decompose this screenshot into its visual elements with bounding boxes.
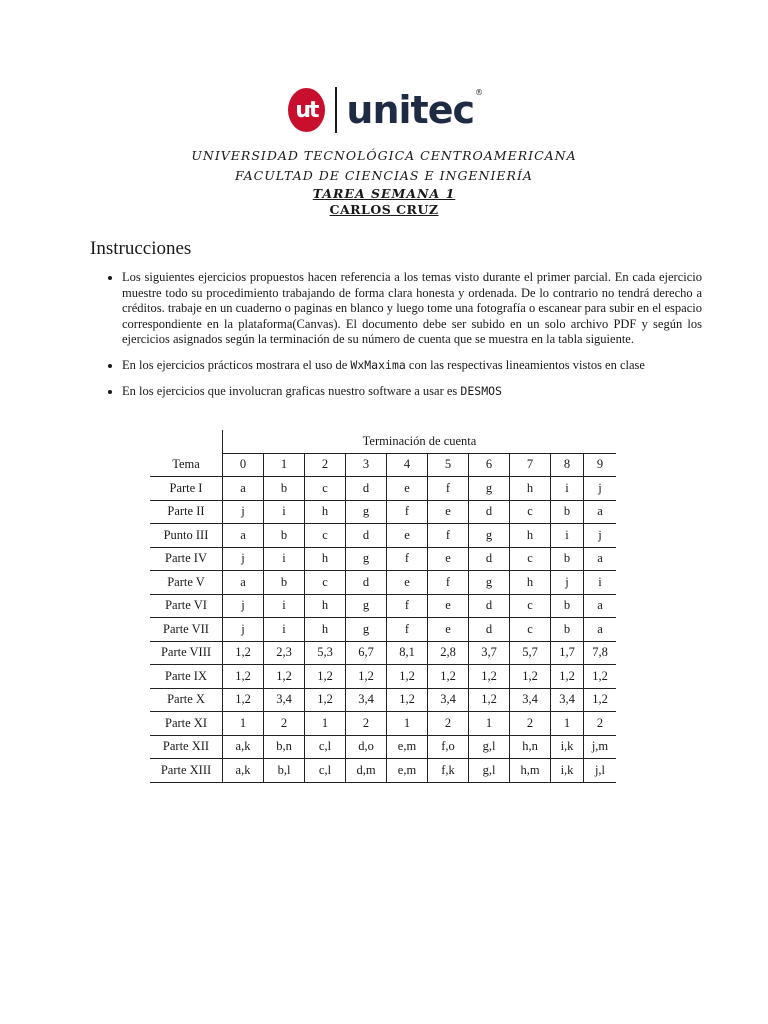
instruction-text: En los ejercicios prácticos mostrara el uso de bbox=[122, 357, 351, 372]
table-cell: b,n bbox=[264, 735, 305, 759]
table-cell: 1,2 bbox=[305, 665, 346, 689]
table-cell: 2 bbox=[428, 712, 469, 736]
table-cell: b bbox=[264, 524, 305, 548]
table-cell: b bbox=[551, 547, 584, 571]
table-cell: g bbox=[469, 477, 510, 501]
table-cell: 1,2 bbox=[305, 688, 346, 712]
table-cell: a bbox=[584, 547, 617, 571]
table-digit-header: 9 bbox=[584, 453, 617, 477]
table-cell: c,l bbox=[305, 759, 346, 783]
table-cell: 1 bbox=[223, 712, 264, 736]
assignment-table bbox=[150, 430, 616, 783]
table-cell: e,m bbox=[387, 759, 428, 783]
table-cell: h bbox=[305, 547, 346, 571]
table-row bbox=[150, 547, 616, 571]
unitec-logo bbox=[288, 84, 483, 136]
software-name: WxMaxima bbox=[350, 357, 406, 372]
table-cell: i,k bbox=[551, 735, 584, 759]
table-cell: f bbox=[387, 547, 428, 571]
table-cell: e bbox=[387, 477, 428, 501]
table-cell: f bbox=[387, 594, 428, 618]
table-cell: h,m bbox=[510, 759, 551, 783]
instruction-text: Los siguientes ejercicios propuestos hacen referencia a los temas visto durante el primer parcial. En cada ejercicio muestre todo su procedimiento trabajando de forma clara honesta y ordenada. De lo contrario no tendrá derecho a créditos. trabaje en un cuaderno o paginas en blanco y luego tome una fotografía o escanear para subir en el espacio correspondiente en la plataforma(Canvas). El documento debe ser subido en un solo archivo PDF y según los ejercicios asignados según la terminación de su número de cuenta que se muestra en la tabla siguiente. bbox=[122, 270, 702, 347]
table-cell: 1,2 bbox=[469, 688, 510, 712]
table-row-label: Parte VIII bbox=[150, 641, 223, 665]
author-name: CARLOS CRUZ bbox=[329, 202, 439, 217]
table-cell: j bbox=[551, 571, 584, 595]
table-cell: g bbox=[346, 547, 387, 571]
table-cell: g,l bbox=[469, 735, 510, 759]
table-cell: f bbox=[387, 500, 428, 524]
table-row-label: Parte VII bbox=[150, 618, 223, 642]
table-row bbox=[150, 571, 616, 595]
table-cell: h bbox=[510, 524, 551, 548]
table-cell: e bbox=[428, 594, 469, 618]
faculty-name: FACULTAD DE CIENCIAS E INGENIERÍA bbox=[235, 168, 533, 183]
table-cell: c,l bbox=[305, 735, 346, 759]
table-cell: a,k bbox=[223, 759, 264, 783]
table-cell: d bbox=[346, 524, 387, 548]
table-cell: 1,2 bbox=[264, 665, 305, 689]
table-row bbox=[150, 500, 616, 524]
table-cell: i bbox=[264, 594, 305, 618]
table-cell: c bbox=[305, 524, 346, 548]
table-cell: c bbox=[510, 618, 551, 642]
table-cell: a bbox=[223, 571, 264, 595]
table-cell: e,m bbox=[387, 735, 428, 759]
table-row-label: Parte XIII bbox=[150, 759, 223, 783]
table-row-label: Parte IX bbox=[150, 665, 223, 689]
table-cell: e bbox=[428, 618, 469, 642]
table-cell: h bbox=[510, 477, 551, 501]
assignment-title: TAREA SEMANA 1 bbox=[312, 186, 456, 201]
table-cell: i bbox=[264, 618, 305, 642]
table-cell: h bbox=[510, 571, 551, 595]
university-name: UNIVERSIDAD TECNOLÓGICA CENTROAMERICANA bbox=[191, 148, 577, 163]
table-cell: j bbox=[584, 477, 617, 501]
table-row bbox=[150, 735, 616, 759]
table-cell: i,k bbox=[551, 759, 584, 783]
table-cell: f bbox=[428, 571, 469, 595]
table-cell: 2 bbox=[264, 712, 305, 736]
table-cell: 3,4 bbox=[428, 688, 469, 712]
table-row bbox=[150, 688, 616, 712]
table-cell: 1,2 bbox=[510, 665, 551, 689]
table-cell: 1,7 bbox=[551, 641, 584, 665]
table-cell: g bbox=[346, 594, 387, 618]
table-row bbox=[150, 594, 616, 618]
table-cell: a,k bbox=[223, 735, 264, 759]
table-row-label: Punto III bbox=[150, 524, 223, 548]
table-cell: f,k bbox=[428, 759, 469, 783]
table-cell: e bbox=[387, 571, 428, 595]
table-digit-header: 0 bbox=[223, 453, 264, 477]
table-cell: 3,7 bbox=[469, 641, 510, 665]
table-group-header: Terminación de cuenta bbox=[223, 430, 617, 453]
table-digit-header: 4 bbox=[387, 453, 428, 477]
table-cell: 1,2 bbox=[223, 641, 264, 665]
table-cell: d bbox=[469, 594, 510, 618]
table-cell: d,o bbox=[346, 735, 387, 759]
logo-wordmark: unitec bbox=[346, 88, 474, 132]
table-cell: 1,2 bbox=[551, 665, 584, 689]
table-row-label: Parte X bbox=[150, 688, 223, 712]
table-cell: d bbox=[469, 618, 510, 642]
table-cell: 3,4 bbox=[510, 688, 551, 712]
table-cell: c bbox=[510, 500, 551, 524]
table-digit-header: 5 bbox=[428, 453, 469, 477]
table-cell: a bbox=[223, 524, 264, 548]
table-cell: g bbox=[469, 524, 510, 548]
table-cell: j bbox=[223, 500, 264, 524]
table-cell: j bbox=[223, 547, 264, 571]
table-row-label: Parte VI bbox=[150, 594, 223, 618]
table-cell: g bbox=[346, 500, 387, 524]
table-cell: 7,8 bbox=[584, 641, 617, 665]
table-cell: f,o bbox=[428, 735, 469, 759]
table-cell: i bbox=[264, 500, 305, 524]
table-cell: j,m bbox=[584, 735, 617, 759]
table-cell: h,n bbox=[510, 735, 551, 759]
table-cell: a bbox=[584, 618, 617, 642]
table-cell: e bbox=[428, 500, 469, 524]
table-row bbox=[150, 712, 616, 736]
table-cell: b bbox=[264, 477, 305, 501]
table-row-label: Parte XII bbox=[150, 735, 223, 759]
logo-registered-mark: ® bbox=[475, 88, 483, 97]
table-cell: j bbox=[223, 618, 264, 642]
table-cell: c bbox=[510, 594, 551, 618]
table-cell: 1,2 bbox=[584, 688, 617, 712]
table-cell: a bbox=[223, 477, 264, 501]
table-cell: d bbox=[469, 500, 510, 524]
table-cell: g bbox=[469, 571, 510, 595]
table-cell: 1 bbox=[387, 712, 428, 736]
table-row-label: Parte IV bbox=[150, 547, 223, 571]
table-digit-header: 3 bbox=[346, 453, 387, 477]
table-cell: j,l bbox=[584, 759, 617, 783]
table-digit-header: 1 bbox=[264, 453, 305, 477]
instruction-item bbox=[122, 384, 702, 400]
table-cell: a bbox=[584, 500, 617, 524]
table-cell: 1,2 bbox=[223, 688, 264, 712]
table-cell: b bbox=[551, 500, 584, 524]
table-cell: 1,2 bbox=[223, 665, 264, 689]
instruction-text: En los ejercicios que involucran graficas nuestro software a usar es bbox=[122, 383, 461, 398]
software-name: DESMOS bbox=[460, 383, 502, 398]
table-cell: h bbox=[305, 594, 346, 618]
table-row bbox=[150, 641, 616, 665]
table-digit-header: 7 bbox=[510, 453, 551, 477]
table-cell: 3,4 bbox=[264, 688, 305, 712]
table-cell: d bbox=[346, 477, 387, 501]
table-digit-header: 8 bbox=[551, 453, 584, 477]
instruction-item bbox=[122, 270, 702, 348]
table-cell: d bbox=[346, 571, 387, 595]
table-cell: f bbox=[428, 524, 469, 548]
table-cell: i bbox=[551, 477, 584, 501]
table-cell: 2,3 bbox=[264, 641, 305, 665]
table-cell: i bbox=[264, 547, 305, 571]
table-cell: d bbox=[469, 547, 510, 571]
logo-divider bbox=[335, 87, 338, 133]
table-cell: 1 bbox=[305, 712, 346, 736]
table-cell: 1,2 bbox=[387, 688, 428, 712]
table-cell: 1 bbox=[551, 712, 584, 736]
table-row-label: Parte I bbox=[150, 477, 223, 501]
table-cell: b bbox=[551, 594, 584, 618]
table-cell: i bbox=[584, 571, 617, 595]
table-row bbox=[150, 477, 616, 501]
table-cell: b bbox=[264, 571, 305, 595]
table-row bbox=[150, 665, 616, 689]
table-cell: 2,8 bbox=[428, 641, 469, 665]
table-row bbox=[150, 618, 616, 642]
table-row-label: Parte II bbox=[150, 500, 223, 524]
table-cell: i bbox=[551, 524, 584, 548]
table-cell: 3,4 bbox=[551, 688, 584, 712]
table-corner bbox=[150, 430, 223, 453]
table-cell: c bbox=[510, 547, 551, 571]
table-cell: e bbox=[428, 547, 469, 571]
table-cell: 2 bbox=[584, 712, 617, 736]
table-cell: 1,2 bbox=[346, 665, 387, 689]
table-cell: d,m bbox=[346, 759, 387, 783]
table-cell: 1,2 bbox=[469, 665, 510, 689]
table-cell: 1,2 bbox=[584, 665, 617, 689]
table-cell: 5,7 bbox=[510, 641, 551, 665]
table-digit-header: 6 bbox=[469, 453, 510, 477]
table-cell: 6,7 bbox=[346, 641, 387, 665]
table-cell: c bbox=[305, 477, 346, 501]
instructions-list bbox=[104, 270, 702, 409]
table-row-label: Parte V bbox=[150, 571, 223, 595]
table-row-label: Parte XI bbox=[150, 712, 223, 736]
table-cell: 8,1 bbox=[387, 641, 428, 665]
instruction-text: con las respectivas lineamientos vistos en clase bbox=[405, 357, 645, 372]
table-cell: c bbox=[305, 571, 346, 595]
table-cell: h bbox=[305, 500, 346, 524]
table-cell: j bbox=[223, 594, 264, 618]
table-cell: b bbox=[551, 618, 584, 642]
table-cell: 2 bbox=[510, 712, 551, 736]
table-cell: g bbox=[346, 618, 387, 642]
instruction-item bbox=[122, 358, 702, 374]
table-cell: 2 bbox=[346, 712, 387, 736]
table-row bbox=[150, 759, 616, 783]
table-cell: e bbox=[387, 524, 428, 548]
table-cell: g,l bbox=[469, 759, 510, 783]
table-row-header: Tema bbox=[150, 453, 223, 477]
table-cell: a bbox=[584, 594, 617, 618]
table-digit-header: 2 bbox=[305, 453, 346, 477]
table-cell: j bbox=[584, 524, 617, 548]
table-cell: b,l bbox=[264, 759, 305, 783]
table-cell: 1,2 bbox=[428, 665, 469, 689]
table-cell: 3,4 bbox=[346, 688, 387, 712]
logo-badge: ut bbox=[288, 88, 325, 132]
table-cell: f bbox=[428, 477, 469, 501]
section-title: Instrucciones bbox=[90, 238, 192, 259]
table-cell: f bbox=[387, 618, 428, 642]
table-row bbox=[150, 524, 616, 548]
table-cell: 5,3 bbox=[305, 641, 346, 665]
table-cell: h bbox=[305, 618, 346, 642]
table-cell: 1 bbox=[469, 712, 510, 736]
table-cell: 1,2 bbox=[387, 665, 428, 689]
